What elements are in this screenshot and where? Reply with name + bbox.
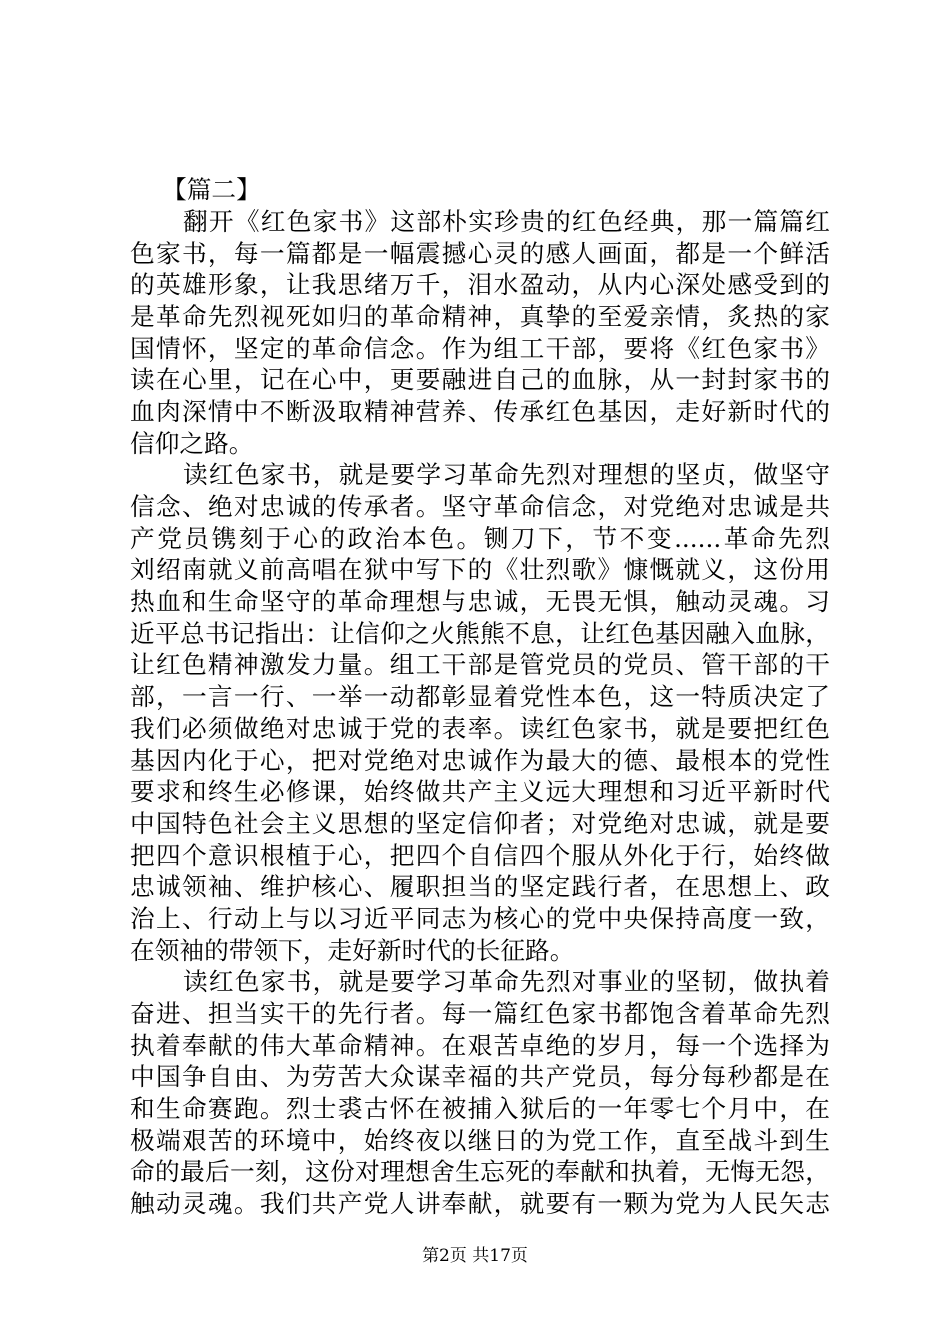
paragraph-line: 奋进、担当实干的先行者。每一篇红色家书都饱含着革命先烈	[130, 998, 830, 1028]
paragraph-line: 中国争自由、为劳苦大众谋幸福的共产党员，每分每秒都是在	[130, 1062, 830, 1092]
paragraph-line: 信念、绝对忠诚的传承者。坚守革命信念，对党绝对忠诚是共	[130, 492, 830, 522]
paragraph-line: 和生命赛跑。烈士裘古怀在被捕入狱后的一年零七个月中，在	[130, 1093, 830, 1123]
paragraph-line: 在领袖的带领下，走好新时代的长征路。	[130, 935, 575, 965]
paragraph-line: 让红色精神激发力量。组工干部是管党员的党员、管干部的干	[130, 650, 830, 680]
paragraph-line: 是革命先烈视死如归的革命精神，真挚的至爱亲情，炙热的家	[130, 302, 830, 332]
paragraph-line: 刘绍南就义前高唱在狱中写下的《壮烈歌》慷慨就义，这份用	[130, 555, 830, 585]
paragraph-line: 要求和终生必修课，始终做共产主义远大理想和习近平新时代	[130, 777, 830, 807]
paragraph-line: 治上、行动上与以习近平同志为核心的党中央保持高度一致，	[130, 903, 830, 933]
paragraph-line: 执着奉献的伟大革命精神。在艰苦卓绝的岁月，每一个选择为	[130, 1030, 830, 1060]
paragraph-line: 基因内化于心，把对党绝对忠诚作为最大的德、最根本的党性	[130, 745, 830, 775]
paragraph-line: 翻开《红色家书》这部朴实珍贵的红色经典，那一篇篇红	[183, 207, 830, 236]
paragraph-line: 中国特色社会主义思想的坚定信仰者；对党绝对忠诚，就是要	[130, 808, 830, 838]
paragraph-line: 色家书，每一篇都是一幅震撼心灵的感人画面，都是一个鲜活	[130, 238, 830, 268]
paragraph-line: 我们必须做绝对忠诚于党的表率。读红色家书，就是要把红色	[130, 713, 830, 743]
paragraph-line: 国情怀，坚定的革命信念。作为组工干部，要将《红色家书》	[130, 333, 830, 363]
paragraph-line: 近平总书记指出：让信仰之火熊熊不息，让红色基因融入血脉，	[130, 618, 830, 648]
paragraph-line: 血肉深情中不断汲取精神营养、传承红色基因，走好新时代的	[130, 397, 830, 427]
paragraph-line: 的英雄形象，让我思绪万千，泪水盈动，从内心深处感受到的	[130, 270, 830, 300]
paragraph-line: 部，一言一行、一举一动都彰显着党性本色，这一特质决定了	[130, 682, 830, 712]
paragraph-line: 忠诚领袖、维护核心、履职担当的坚定践行者，在思想上、政	[130, 872, 830, 902]
paragraph-line: 把四个意识根植于心，把四个自信四个服从外化于行，始终做	[130, 840, 830, 870]
section-title: 【篇二】	[162, 175, 261, 205]
paragraph-line: 命的最后一刻，这份对理想舍生忘死的奉献和执着，无悔无怨，	[130, 1157, 830, 1187]
paragraph-line: 读红色家书，就是要学习革命先烈对理想的坚贞，做坚守	[183, 460, 830, 490]
paragraph-line: 极端艰苦的环境中，始终夜以继日的为党工作，直至战斗到生	[130, 1125, 830, 1155]
paragraph-line: 信仰之路。	[130, 428, 254, 458]
paragraph-line: 产党员镌刻于心的政治本色。铡刀下，节不变......革命先烈	[130, 523, 830, 553]
paragraph-line: 读在心里，记在心中，更要融进自己的血脉，从一封封家书的	[130, 365, 830, 395]
page-footer: 第2页 共17页	[422, 1246, 528, 1266]
paragraph-line: 触动灵魂。我们共产党人讲奉献，就要有一颗为党为人民矢志	[130, 1189, 830, 1218]
paragraph-line: 热血和生命坚守的革命理想与忠诚，无畏无惧，触动灵魂。习	[130, 587, 830, 617]
paragraph-line: 读红色家书，就是要学习革命先烈对事业的坚韧，做执着	[183, 967, 830, 997]
